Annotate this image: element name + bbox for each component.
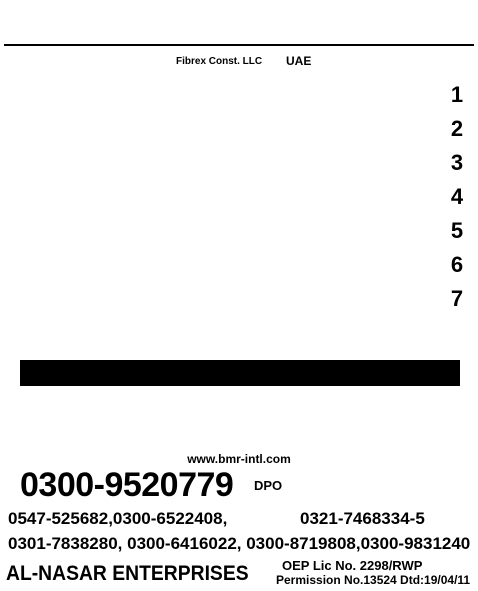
oep-license: OEP Lic No. 2298/RWP [282, 558, 423, 573]
phone-row-1 [6, 508, 472, 532]
job-number: 6 [450, 252, 464, 277]
job-row [6, 182, 472, 214]
job-number: 1 [450, 82, 464, 107]
phone-row-2 [6, 534, 472, 556]
phone-numbers: 0547-525682,0300-6522408, [8, 509, 228, 528]
country-code: UAE [286, 54, 312, 68]
contact-row [6, 466, 472, 506]
footer [4, 558, 474, 588]
phone-numbers: 0301-7838280, 0300-6416022, 0300-8719808,0300-9831240 [8, 534, 471, 553]
job-number: 5 [450, 218, 464, 243]
main-phone: 0300-9520779 [20, 466, 234, 504]
job-row [6, 250, 472, 282]
website-link[interactable]: www.bmr-intl.com [187, 452, 291, 466]
job-number: 2 [450, 116, 464, 141]
brand-block [6, 396, 472, 448]
headline-block [8, 6, 468, 42]
test-date-bar [20, 360, 460, 386]
job-number: 4 [450, 184, 464, 209]
conditions-text [6, 320, 472, 350]
job-row [6, 148, 472, 180]
ad-header [4, 4, 474, 46]
permission-number: Permission No.13524 Dtd:19/04/11 [276, 573, 471, 587]
job-number: 7 [450, 286, 464, 311]
job-row [6, 80, 472, 112]
job-row [6, 216, 472, 248]
job-row [6, 284, 472, 316]
job-number: 3 [450, 150, 464, 175]
job-row [6, 114, 472, 146]
intro-line [6, 52, 472, 74]
address-dpo: DPO [254, 478, 283, 493]
agency-name: AL-NASAR ENTERPRISES [6, 562, 249, 585]
company-name: Fibrex Const. LLC [176, 56, 263, 67]
phone-numbers: 0321-7468334-5 [300, 509, 425, 528]
